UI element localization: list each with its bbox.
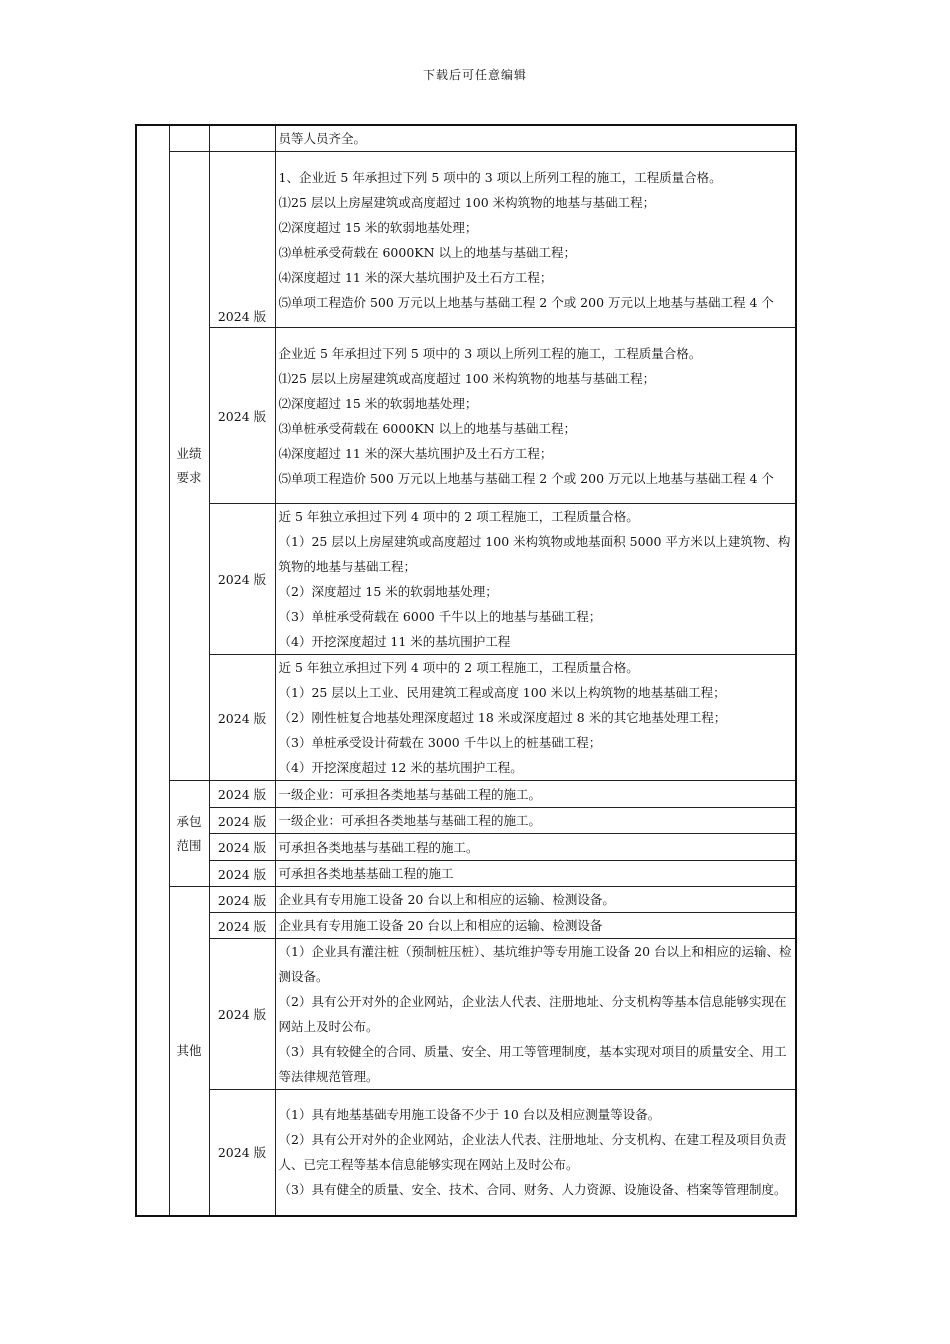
content-cell (275, 504, 796, 655)
version-cell: 2024 版 (209, 861, 275, 887)
content-cell (275, 655, 796, 781)
content-cell (275, 887, 796, 913)
content-line: 1、企业近 5 年承担过下列 5 项中的 3 项以上所列工程的施工，工程质量合格。 (278, 169, 722, 185)
content-line: （1）企业具有灌注桩（预制桩压桩）、基坑维护等专用施工设备 20 台以上和相应的运输、检测设备。 (278, 944, 792, 984)
content-cell (275, 834, 796, 861)
table-row (136, 939, 796, 1090)
content-line: （1）25 层以上房屋建筑或高度超过 100 米构筑物或地基面积 5000 平方米以上建筑物、构筑物的地基与基础工程； (278, 534, 791, 574)
content-line: 企业具有专用施工设备 20 台以上和相应的运输、检测设备。 (278, 892, 615, 907)
content-line: ⑶单桩承受荷载在 6000KN 以上的地基与基础工程； (278, 420, 577, 436)
content-line: （3）具有较健全的合同、质量、安全、用工等管理制度，基本实现对项目的质量安全、用工等法律规范管理。 (278, 1044, 787, 1084)
content-line: （2）刚性桩复合地基处理深度超过 18 米或深度超过 8 米的其它地基处理工程； (278, 710, 727, 725)
content-line: （3）具有健全的质量、安全、技术、合同、财务、人力资源、设施设备、档案等管理制度。 (278, 1182, 787, 1198)
version-cell: 2024 版 (209, 504, 275, 655)
content-line: （4）开挖深度超过 12 米的基坑围护工程。 (278, 760, 523, 775)
content-line: ⑴25 层以上房屋建筑或高度超过 100 米构筑物的地基与基础工程； (278, 370, 656, 386)
table-row (136, 781, 796, 808)
content-cell (275, 808, 796, 834)
table-row (136, 152, 796, 328)
version-cell: 2024 版 (209, 152, 275, 328)
content-cell (275, 152, 796, 328)
content-line: ⑷深度超过 11 米的深大基坑围护及土石方工程； (278, 445, 553, 461)
content-line: （2）深度超过 15 米的软弱地基处理； (278, 584, 498, 599)
table-row (136, 504, 796, 655)
content-line: ⑷深度超过 11 米的深大基坑围护及土石方工程； (278, 269, 553, 285)
content-cell (275, 939, 796, 1090)
content-line: （2）具有公开对外的企业网站，企业法人代表、注册地址、分支机构、在建工程及项目负责人、已完工程等基本信息能够实现在网站上及时公布。 (278, 1132, 787, 1173)
category-cell-empty (169, 125, 209, 152)
content-line: （1）具有地基基础专用施工设备不少于 10 台以及相应测量等设备。 (278, 1107, 661, 1123)
content-line: ⑸单项工程造价 500 万元以上地基与基础工程 2 个或 200 万元以上地基与基础工程 4 个 (278, 294, 774, 310)
content-line: ⑴25 层以上房屋建筑或高度超过 100 米构筑物的地基与基础工程； (278, 194, 656, 210)
category-scope (169, 781, 209, 887)
version-cell-empty (209, 125, 275, 152)
content-line: 一级企业：可承担各类地基与基础工程的施工。 (278, 787, 542, 802)
category-label: 业绩要求 (176, 446, 202, 485)
version-cell: 2024 版 (209, 939, 275, 1090)
version-cell: 2024 版 (209, 887, 275, 913)
category-other (169, 887, 209, 1216)
version-cell: 2024 版 (209, 328, 275, 504)
content-cell (275, 125, 796, 152)
content-line: 一级企业：可承担各类地基与基础工程的施工。 (278, 813, 542, 828)
content-line: ⑸单项工程造价 500 万元以上地基与基础工程 2 个或 200 万元以上地基与基础工程 4 个 (278, 470, 774, 486)
table-row (136, 887, 796, 913)
content-line: （4）开挖深度超过 11 米的基坑围护工程 (278, 634, 511, 649)
content-line: ⑵深度超过 15 米的软弱地基处理； (278, 395, 478, 411)
table-row (136, 125, 796, 152)
category-label: 其他 (176, 1042, 202, 1058)
content-line: 员等人员齐全。 (278, 131, 367, 146)
content-cell (275, 781, 796, 808)
outer-left-column (136, 125, 169, 1216)
content-line: 近 5 年独立承担过下列 4 项中的 2 项工程施工，工程质量合格。 (278, 660, 639, 675)
content-cell (275, 913, 796, 939)
page-header: 下载后可任意编辑 (422, 68, 527, 82)
table-row (136, 655, 796, 781)
content-line: 可承担各类地基基础工程的施工 (278, 866, 454, 881)
content-line: 企业近 5 年承担过下列 5 项中的 3 项以上所列工程的施工，工程质量合格。 (278, 345, 702, 361)
content-line: ⑵深度超过 15 米的软弱地基处理； (278, 219, 478, 235)
content-line: （2）具有公开对外的企业网站，企业法人代表、注册地址、分支机构等基本信息能够实现在网站上及时公布。 (278, 994, 787, 1034)
version-cell: 2024 版 (209, 808, 275, 834)
table-row (136, 808, 796, 834)
content-cell (275, 328, 796, 504)
qualification-table (135, 124, 797, 1217)
version-cell: 2024 版 (209, 834, 275, 861)
version-cell: 2024 版 (209, 913, 275, 939)
content-line: （1）25 层以上工业、民用建筑工程或高度 100 米以上构筑物的地基基础工程； (278, 685, 726, 700)
category-performance (169, 152, 209, 781)
table-row (136, 834, 796, 861)
content-line: 企业具有专用施工设备 20 台以上和相应的运输、检测设备 (278, 918, 603, 933)
version-cell: 2024 版 (209, 655, 275, 781)
content-cell (275, 1090, 796, 1216)
table-row (136, 328, 796, 504)
category-label: 承包范围 (176, 813, 202, 853)
table-row (136, 1090, 796, 1216)
content-line: ⑶单桩承受荷载在 6000KN 以上的地基与基础工程； (278, 244, 577, 260)
table-row (136, 861, 796, 887)
content-line: （3）单桩承受设计荷载在 3000 千牛以上的桩基础工程； (278, 735, 602, 750)
version-cell: 2024 版 (209, 1090, 275, 1216)
content-line: 可承担各类地基与基础工程的施工。 (278, 840, 479, 855)
content-line: 近 5 年独立承担过下列 4 项中的 2 项工程施工，工程质量合格。 (278, 509, 639, 524)
content-cell (275, 861, 796, 887)
table-row (136, 913, 796, 939)
content-line: （3）单桩承受荷载在 6000 千牛以上的地基与基础工程； (278, 609, 602, 624)
version-cell: 2024 版 (209, 781, 275, 808)
